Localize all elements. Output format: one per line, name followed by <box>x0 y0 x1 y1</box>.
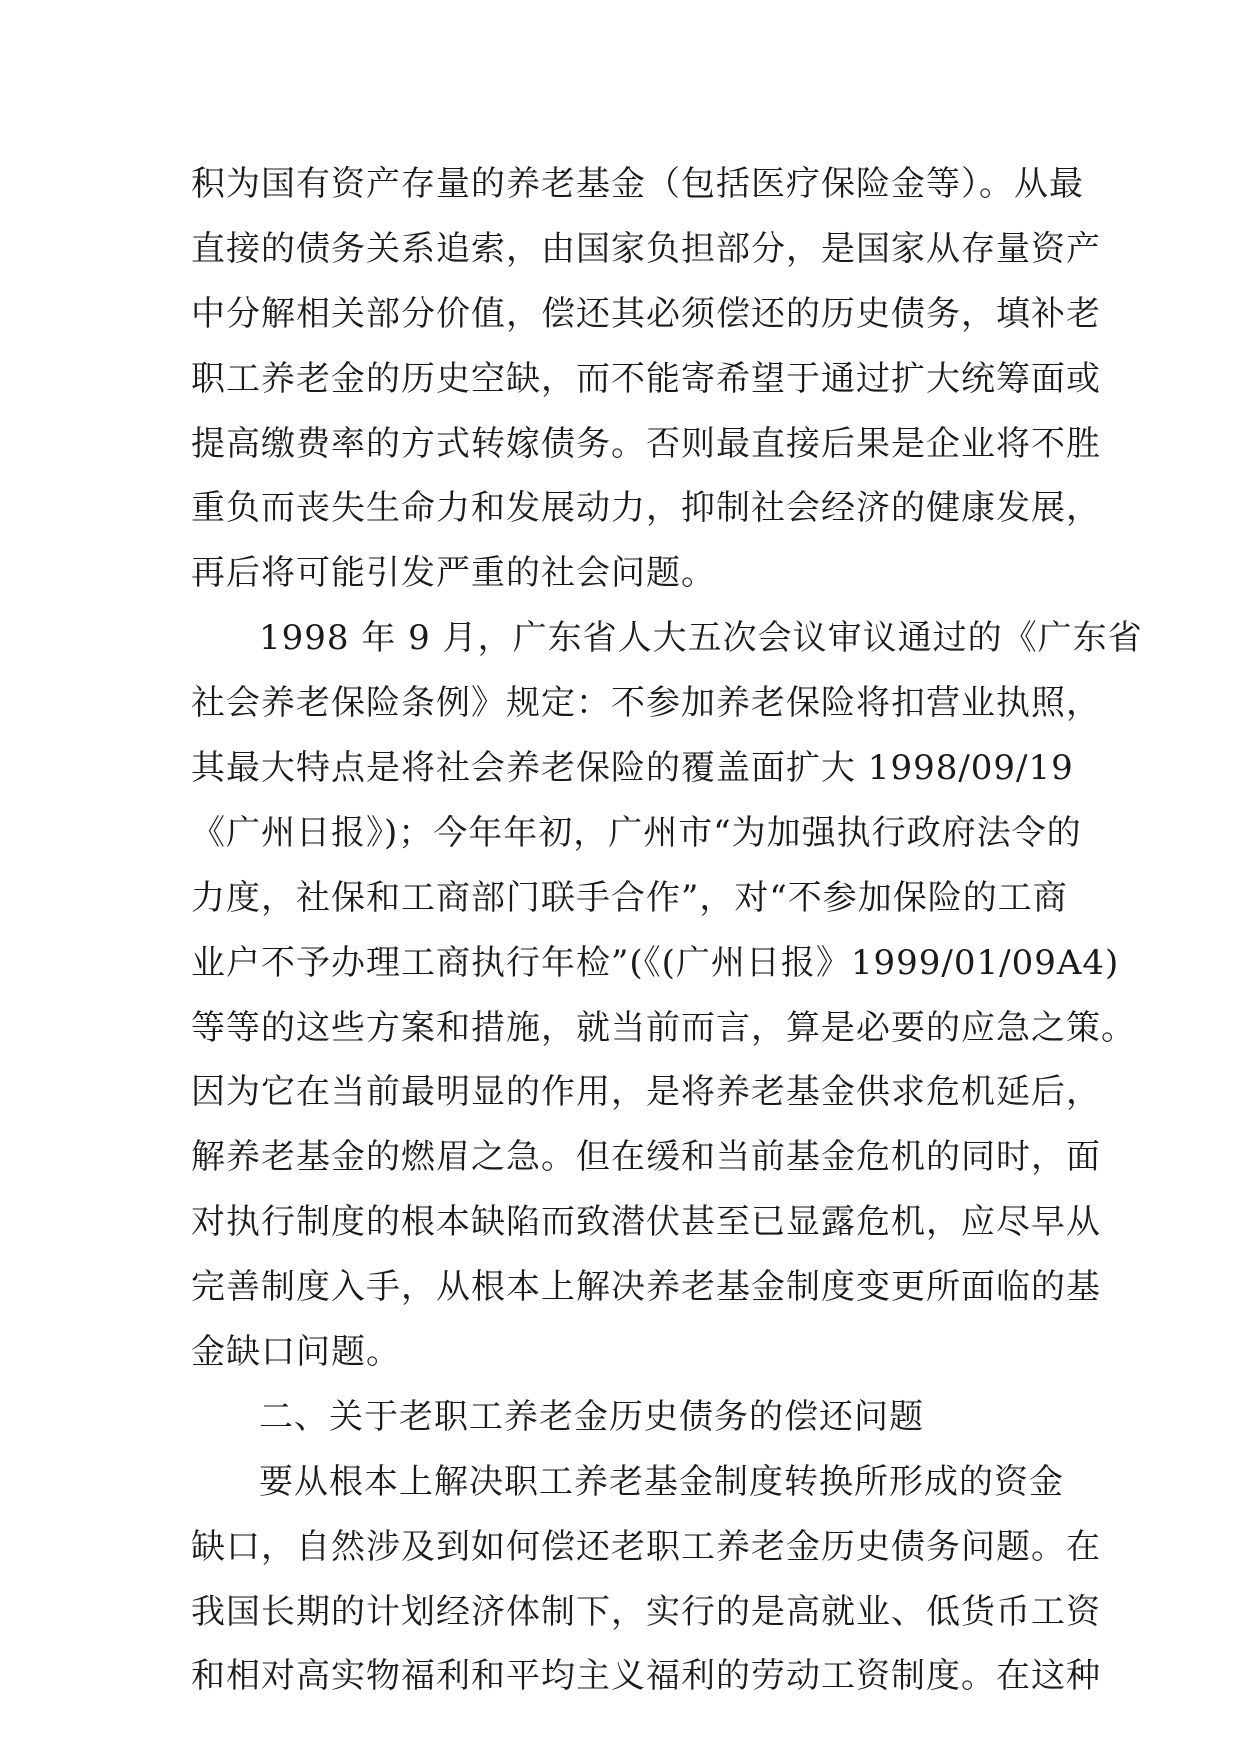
text-line: 职工养老金的历史空缺，而不能寄希望于通过扩大统筹面或 <box>191 358 1101 399</box>
body-text <box>191 152 1143 1709</box>
text-line: 解养老基金的燃眉之急。但在缓和当前基金危机的同时，面 <box>191 1137 1101 1178</box>
paragraph-first-line: 1998 年 9 月，广东省人大五次会议审议通过的《广东省 <box>259 618 1143 659</box>
text-line: 完善制度入手，从根本上解决养老基金制度变更所面临的基 <box>191 1267 1101 1308</box>
text-line: 提高缴费率的方式转嫁债务。否则最直接后果是企业将不胜 <box>191 423 1101 464</box>
text-line: 社会养老保险条例》规定：不参加养老保险将扣营业执照， <box>191 683 1101 724</box>
text-line: 对执行制度的根本缺陷而致潜伏甚至已显露危机，应尽早从 <box>191 1202 1101 1243</box>
paragraph-first-line: 要从根本上解决职工养老基金制度转换所形成的资金 <box>259 1461 1064 1502</box>
text-line: 《广州日报》)；今年年初，广州市“为加强执行政府法令的 <box>191 812 1082 853</box>
paragraph-first-line: 二、关于老职工养老金历史债务的偿还问题 <box>259 1396 924 1437</box>
text-line: 其最大特点是将社会养老保险的覆盖面扩大 1998/09/19 <box>191 748 1074 789</box>
text-line: 重负而丧失生命力和发展动力，抑制社会经济的健康发展， <box>191 488 1101 529</box>
text-line: 缺口，自然涉及到如何偿还老职工养老金历史债务问题。在 <box>191 1526 1101 1567</box>
text-line: 金缺口问题。 <box>191 1332 401 1373</box>
text-line: 等等的这些方案和措施，就当前而言，算是必要的应急之策。 <box>191 1007 1136 1048</box>
text-line: 和相对高实物福利和平均主义福利的劳动工资制度。在这种 <box>191 1656 1101 1697</box>
text-line: 再后将可能引发严重的社会问题。 <box>191 553 716 594</box>
text-line: 我国长期的计划经济体制下，实行的是高就业、低货币工资 <box>191 1591 1101 1632</box>
text-line: 中分解相关部分价值，偿还其必须偿还的历史债务，填补老 <box>191 293 1101 334</box>
text-line: 积为国有资产存量的养老基金（包括医疗保险金等）。从最 <box>191 164 1084 204</box>
text-line: 直接的债务关系追索，由国家负担部分，是国家从存量资产 <box>191 228 1101 269</box>
text-line: 业户不予办理工商执行年检”(《(广州日报》1999/01/09A4) <box>191 942 1120 983</box>
text-line: 力度，社保和工商部门联手合作”，对“不参加保险的工商 <box>191 877 1068 918</box>
text-line: 因为它在当前最明显的作用，是将养老基金供求危机延后， <box>191 1072 1101 1113</box>
